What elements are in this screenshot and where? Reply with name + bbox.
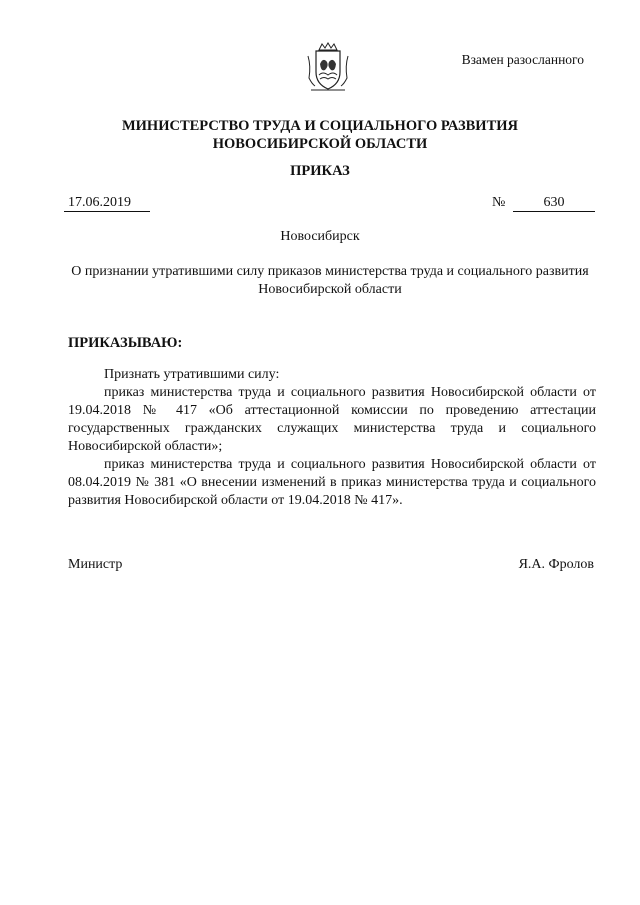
order-number: 630 <box>513 194 595 212</box>
ministry-title-line2: НОВОСИБИРСКОЙ ОБЛАСТИ <box>212 136 428 152</box>
order-body <box>68 366 596 510</box>
body-paragraph: приказ министерства труда и социального развития Новосибирской области от 19.04.2018 № 417 «Об аттестационной комиссии по проведению аттестации государственных гражданских служащих министерства труда и социального Новосибирской области»; <box>68 385 596 454</box>
order-number-sign: № <box>492 195 506 210</box>
coat-of-arms-icon <box>305 42 351 92</box>
order-city: Новосибирск <box>280 229 360 244</box>
ministry-title-line1: МИНИСТЕРСТВО ТРУДА И СОЦИАЛЬНОГО РАЗВИТИЯ <box>121 118 519 134</box>
body-paragraph: Признать утратившими силу: <box>104 367 280 382</box>
body-paragraph: приказ министерства труда и социального развития Новосибирской области от 08.04.2019 № 381 «О внесении изменений в приказ министерства труда и социального развития Новосибирской области от 19.04.2018 № 417». <box>68 457 596 508</box>
order-title: ПРИКАЗ <box>290 163 350 179</box>
order-subject: О признании утратившими силу приказов министерства труда и социального развития Новосибирской области <box>71 264 589 297</box>
order-date: 17.06.2019 <box>64 194 150 212</box>
order-command: ПРИКАЗЫВАЮ: <box>68 335 183 351</box>
replacement-note: Взамен разосланного <box>461 52 584 67</box>
signer-position: Министр <box>68 557 123 572</box>
signer-name: Я.А. Фролов <box>518 557 594 572</box>
